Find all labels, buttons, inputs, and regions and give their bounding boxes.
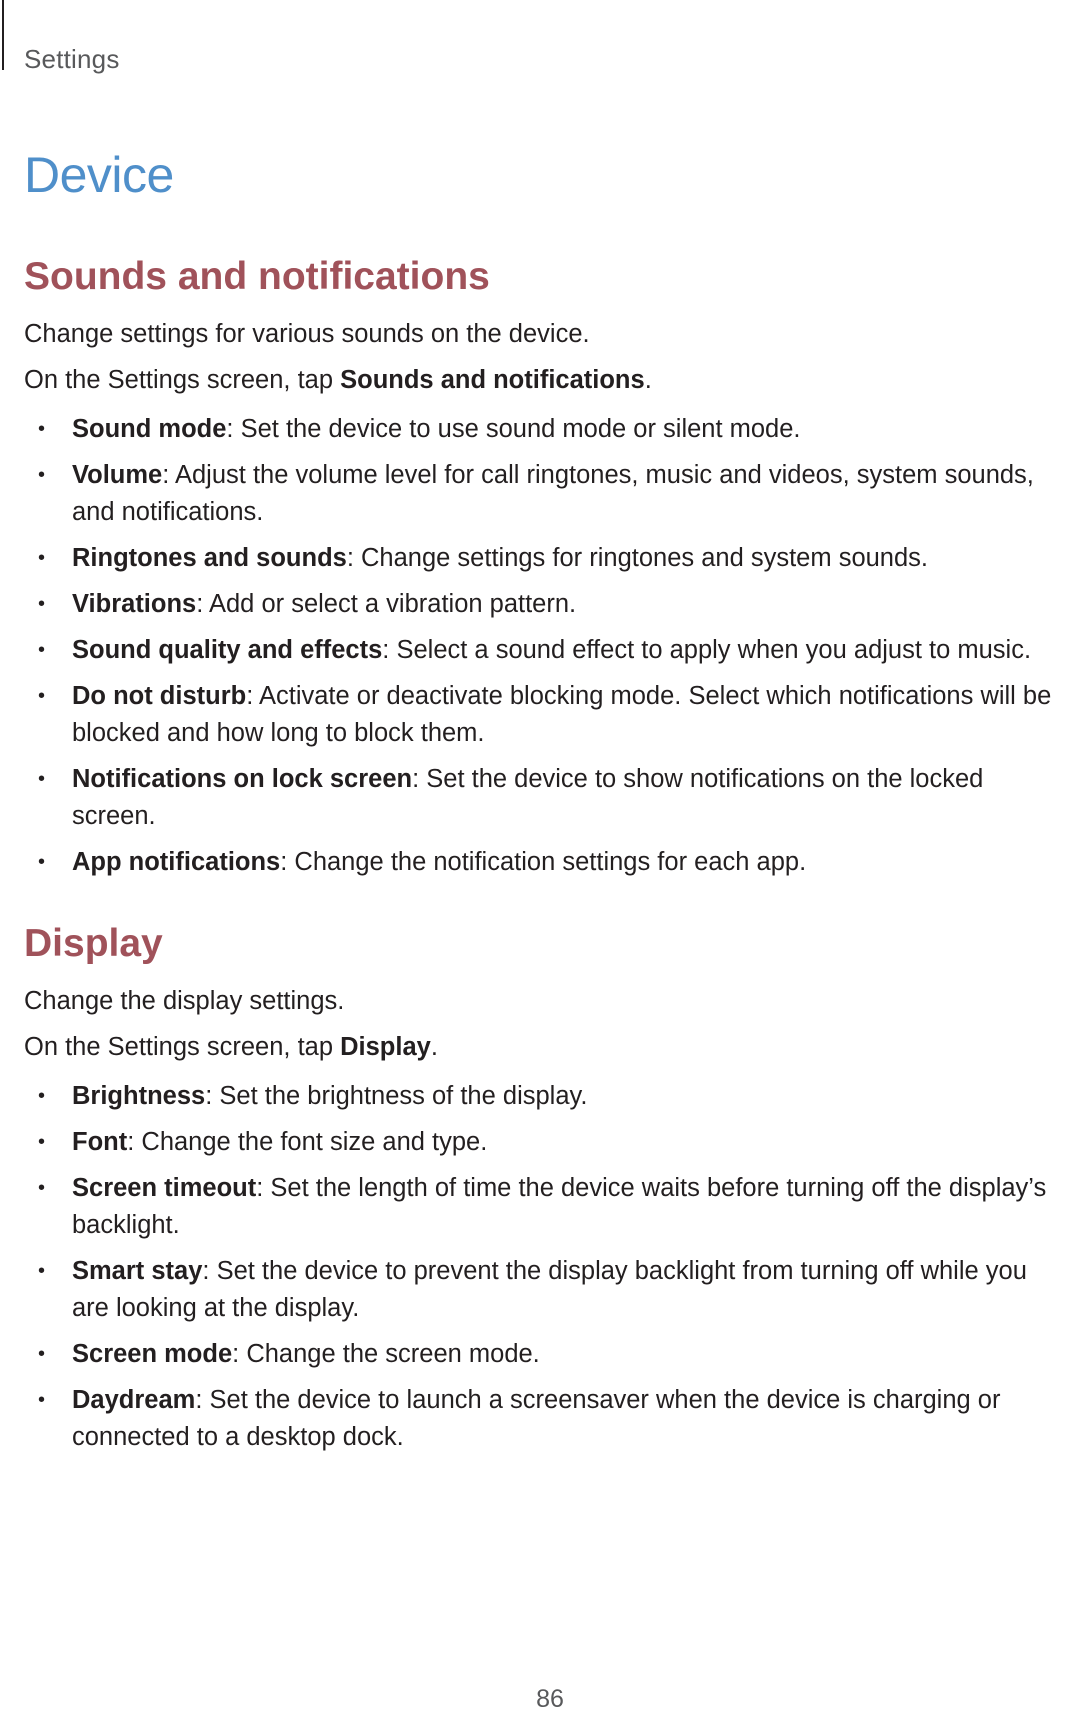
path-prefix: On the Settings screen, tap bbox=[24, 1033, 341, 1061]
section-title: Sounds and notifications bbox=[24, 255, 490, 298]
option-description: : Set the device to show notifications on the locked screen. bbox=[72, 765, 984, 830]
option-term: Vibrations bbox=[72, 590, 197, 618]
path-suffix: . bbox=[430, 1033, 438, 1061]
bullet-dot-icon: • bbox=[38, 464, 46, 486]
option-description: : Change settings for ringtones and system sounds. bbox=[346, 544, 929, 572]
option-term: Brightness bbox=[72, 1082, 206, 1110]
list-item bbox=[24, 457, 1064, 531]
bullet-dot-icon: • bbox=[38, 851, 46, 873]
bullet-dot-icon: • bbox=[38, 1343, 46, 1365]
list-item bbox=[24, 1382, 1064, 1456]
list-item bbox=[24, 678, 1064, 752]
option-term: Volume bbox=[72, 461, 163, 489]
section-intro: Change settings for various sounds on the device. bbox=[24, 320, 590, 348]
option-term: Screen timeout bbox=[72, 1174, 257, 1202]
bullet-dot-icon: • bbox=[38, 1131, 46, 1153]
option-description: : Adjust the volume level for call ringtones, music and videos, system sounds, and notifications. bbox=[72, 461, 1034, 526]
bullet-dot-icon: • bbox=[38, 1085, 46, 1107]
chapter-title: Device bbox=[24, 147, 174, 203]
option-description: : Set the device to prevent the display backlight from turning off while you are looking at the display. bbox=[72, 1257, 1027, 1322]
option-term: Daydream bbox=[72, 1386, 196, 1414]
navigation-path bbox=[24, 1029, 1064, 1066]
path-suffix: . bbox=[644, 366, 652, 394]
option-term: Sound quality and effects bbox=[72, 636, 383, 664]
section-sounds-and-notifications bbox=[24, 250, 1064, 881]
bullet-dot-icon: • bbox=[38, 1389, 46, 1411]
bullet-dot-icon: • bbox=[38, 685, 46, 707]
list-item bbox=[24, 586, 1064, 623]
option-term: Smart stay bbox=[72, 1257, 203, 1285]
bullet-dot-icon: • bbox=[38, 768, 46, 790]
section-title: Display bbox=[24, 922, 163, 965]
page-content bbox=[24, 140, 1064, 1456]
list-item bbox=[24, 1336, 1064, 1373]
option-description: : Set the length of time the device waits before turning off the display’s backlight. bbox=[72, 1174, 1047, 1239]
list-item bbox=[24, 540, 1064, 577]
list-item bbox=[24, 1078, 1064, 1115]
option-term: Sound mode bbox=[72, 415, 227, 443]
option-description: : Add or select a vibration pattern. bbox=[196, 590, 577, 618]
option-term: Notifications on lock screen bbox=[72, 765, 413, 793]
section-intro: Change the display settings. bbox=[24, 987, 345, 1015]
page-number: 86 bbox=[536, 1685, 564, 1713]
list-item bbox=[24, 411, 1064, 448]
navigation-path bbox=[24, 362, 1064, 399]
path-target: Display bbox=[340, 1033, 431, 1061]
bullet-dot-icon: • bbox=[38, 639, 46, 661]
list-item bbox=[24, 632, 1064, 669]
path-target: Sounds and notifications bbox=[340, 366, 645, 394]
option-description: : Change the font size and type. bbox=[127, 1128, 488, 1156]
option-term: App notifications bbox=[72, 848, 281, 876]
option-list bbox=[24, 1078, 1064, 1456]
option-term: Screen mode bbox=[72, 1340, 233, 1368]
bullet-dot-icon: • bbox=[38, 593, 46, 615]
path-prefix: On the Settings screen, tap bbox=[24, 366, 341, 394]
list-item bbox=[24, 1124, 1064, 1161]
running-header: Settings bbox=[24, 44, 120, 74]
option-description: : Change the screen mode. bbox=[232, 1340, 540, 1368]
option-description: : Change the notification settings for each app. bbox=[280, 848, 807, 876]
list-item bbox=[24, 761, 1064, 835]
list-item bbox=[24, 1253, 1064, 1327]
bullet-dot-icon: • bbox=[38, 418, 46, 440]
option-term: Font bbox=[72, 1128, 128, 1156]
option-description: : Select a sound effect to apply when you adjust to music. bbox=[382, 636, 1032, 664]
option-description: : Set the device to launch a screensaver when the device is charging or connected to a desktop dock. bbox=[72, 1386, 1001, 1451]
option-description: : Set the device to use sound mode or silent mode. bbox=[226, 415, 801, 443]
bullet-dot-icon: • bbox=[38, 547, 46, 569]
bullet-dot-icon: • bbox=[38, 1260, 46, 1282]
bullet-dot-icon: • bbox=[38, 1177, 46, 1199]
option-term: Do not disturb bbox=[72, 682, 247, 710]
option-term: Ringtones and sounds bbox=[72, 544, 347, 572]
option-description: : Activate or deactivate blocking mode. Select which notifications will be blocked and how long to block them. bbox=[72, 682, 1052, 747]
option-description: : Set the brightness of the display. bbox=[205, 1082, 588, 1110]
list-item bbox=[24, 844, 1064, 881]
option-list bbox=[24, 411, 1064, 881]
section-display bbox=[24, 917, 1064, 1456]
list-item bbox=[24, 1170, 1064, 1244]
corner-mark-line bbox=[2, 0, 4, 70]
